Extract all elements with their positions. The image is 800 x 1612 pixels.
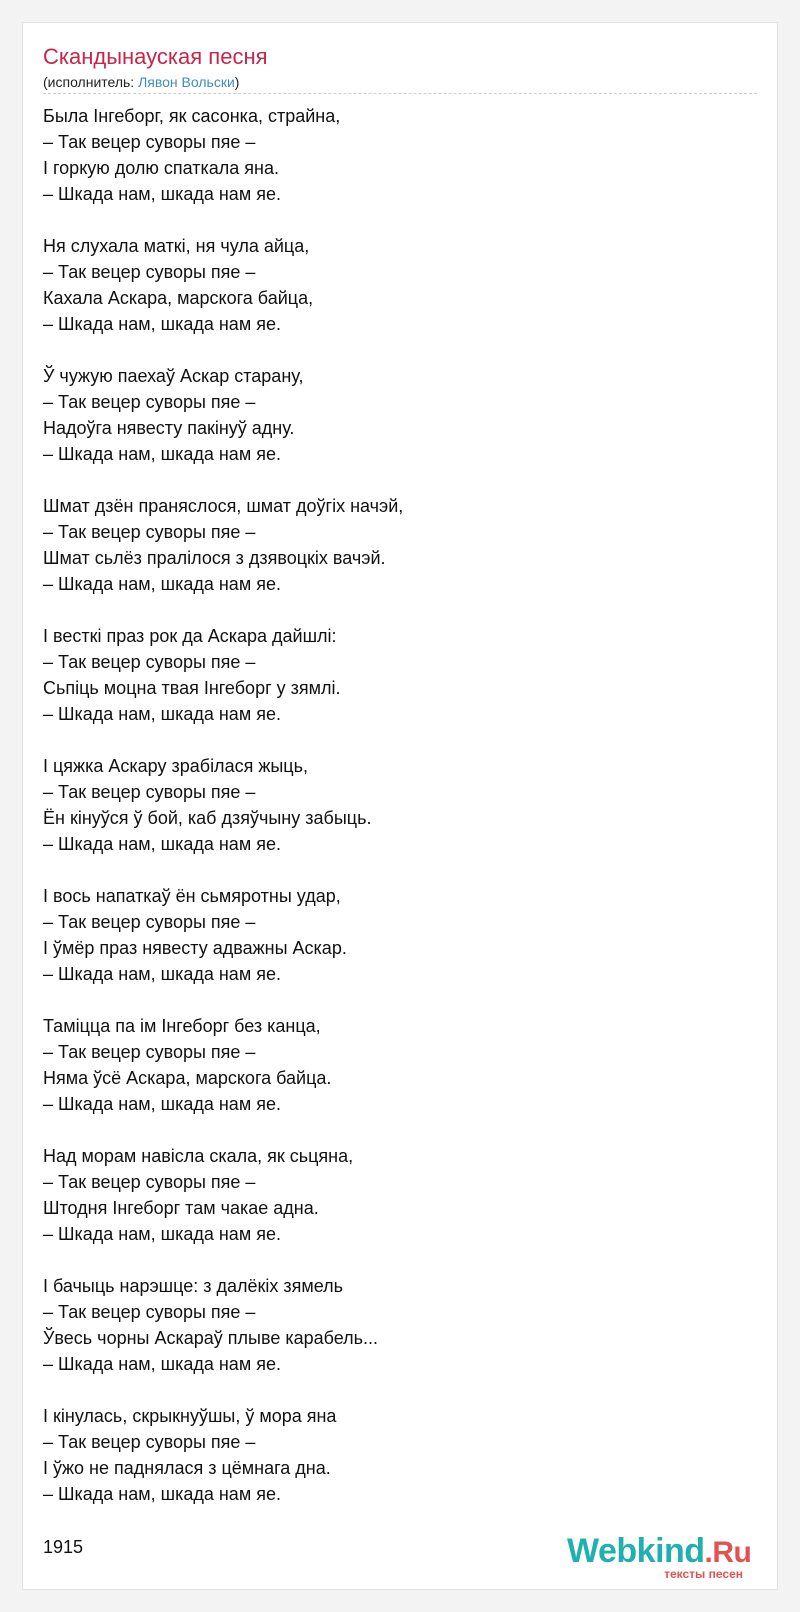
lyric-line: – Так вецер суворы пяе – [43, 1432, 256, 1452]
lyric-line: – Шкада нам, шкада нам яе. [43, 834, 281, 854]
stanza [43, 103, 743, 207]
lyric-line: – Шкада нам, шкада нам яе. [43, 704, 281, 724]
lyric-line: – Шкада нам, шкада нам яе. [43, 964, 281, 984]
lyric-line: – Шкада нам, шкада нам яе. [43, 1094, 281, 1114]
lyrics-year: 1915 [43, 1537, 84, 1557]
lyric-line: – Шкада нам, шкада нам яе. [43, 184, 281, 204]
lyric-line: Была Інгеборг, як сасонка, страйна, [43, 106, 341, 126]
lyric-line: – Шкада нам, шкада нам яе. [43, 1354, 281, 1374]
lyrics-body [43, 103, 743, 1533]
lyric-line: Кахала Аскара, марскога байца, [43, 288, 314, 308]
lyrics-card [22, 22, 778, 1590]
lyric-line: Няма ўсё Аскара, марскога байца. [43, 1068, 332, 1088]
stanza [43, 1273, 743, 1377]
lyric-line: – Шкада нам, шкада нам яе. [43, 574, 281, 594]
stanza [43, 233, 743, 337]
lyric-line: – Так вецер суворы пяе – [43, 1042, 256, 1062]
lyric-line: Ў чужую паехаў Аскар старану, [43, 366, 304, 386]
lyric-line: І кінулась, скрыкнуўшы, ў мора яна [43, 1406, 337, 1426]
stanza [43, 1013, 743, 1117]
lyric-line: – Шкада нам, шкада нам яе. [43, 444, 281, 464]
lyric-line: Над морам навісла скала, як сьцяна, [43, 1146, 354, 1166]
lyric-line: Надоўга нявесту пакінуў адну. [43, 418, 295, 438]
lyric-line: – Так вецер суворы пяе – [43, 782, 256, 802]
lyric-line: – Шкада нам, шкада нам яе. [43, 1484, 281, 1504]
lyric-line: – Так вецер суворы пяе – [43, 1172, 256, 1192]
stanza [43, 883, 743, 987]
logo-tagline: тексты песен [664, 1567, 743, 1581]
lyric-line: І ўмёр праз нявесту адважны Аскар. [43, 938, 347, 958]
lyric-line: Таміцца па ім Інгеборг без канца, [43, 1016, 321, 1036]
lyric-line: Шмат дзён праняслося, шмат доўгіх начэй, [43, 496, 404, 516]
site-logo[interactable] [567, 1531, 767, 1581]
lyric-line: І горкую долю спаткала яна. [43, 158, 279, 178]
lyric-line: І вось напаткаў ён сьмяротны удар, [43, 886, 341, 906]
artist-link[interactable]: Лявон Вольски [138, 74, 235, 90]
performer-suffix: ) [234, 74, 240, 90]
stanza [43, 1403, 743, 1507]
lyric-line: – Шкада нам, шкада нам яе. [43, 314, 281, 334]
performer-prefix: (исполнитель: [43, 74, 139, 90]
lyric-line: – Так вецер суворы пяе – [43, 912, 256, 932]
lyric-line: – Так вецер суворы пяе – [43, 392, 256, 412]
stanza [43, 363, 743, 467]
lyric-line: І цяжка Аскару зрабілася жыць, [43, 756, 308, 776]
stanza [43, 1143, 743, 1247]
lyric-line: Ён кінуўся ў бой, каб дзяўчыну забыць. [43, 808, 372, 828]
lyric-line: Сьпіць моцна твая Інгеборг у зямлі. [43, 678, 341, 698]
stanza [43, 623, 743, 727]
lyric-line: – Так вецер суворы пяе – [43, 262, 256, 282]
lyric-line: – Так вецер суворы пяе – [43, 132, 256, 152]
stanza [43, 753, 743, 857]
lyric-line: Штодня Інгеборг там чакае адна. [43, 1198, 319, 1218]
lyric-line: Шмат сьлёз пралілося з дзявоцкіх вачэй. [43, 548, 386, 568]
lyric-line: І весткі праз рок да Аскара дайшлі: [43, 626, 337, 646]
header-divider [43, 93, 757, 94]
stanza [43, 493, 743, 597]
lyric-line: І бачыць нарэшце: з далёкіх зямель [43, 1276, 344, 1296]
lyric-line: Ўвесь чорны Аскараў плыве карабель... [43, 1328, 379, 1348]
lyric-line: – Шкада нам, шкада нам яе. [43, 1224, 281, 1244]
lyric-line: Ня слухала маткі, ня чула айца, [43, 236, 310, 256]
logo-brand: Webkind [567, 1532, 705, 1570]
logo-tld: .Ru [704, 1536, 752, 1569]
lyric-line: – Так вецер суворы пяе – [43, 522, 256, 542]
lyric-line: – Так вецер суворы пяе – [43, 1302, 256, 1322]
lyric-line: – Так вецер суворы пяе – [43, 652, 256, 672]
song-title: Скандынауская песня [43, 44, 268, 69]
lyric-line: І ўжо не паднялася з цёмнага дна. [43, 1458, 331, 1478]
performer-line [43, 73, 239, 91]
